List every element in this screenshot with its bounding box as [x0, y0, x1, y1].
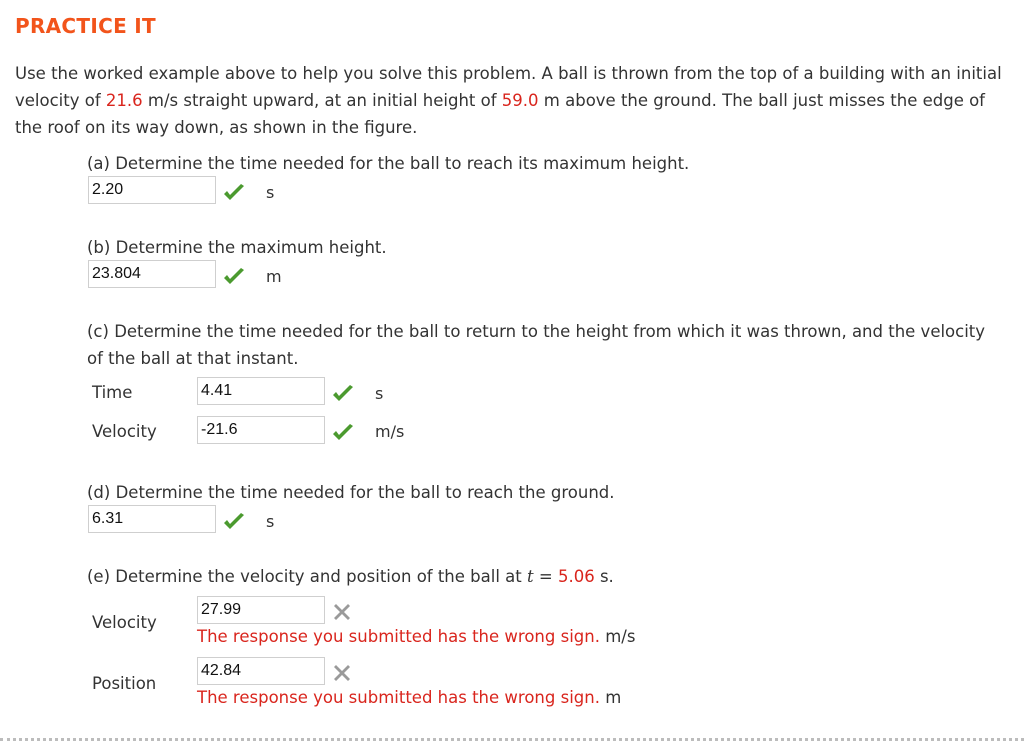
part-e-velocity-unit: m/s — [605, 627, 636, 646]
check-icon — [222, 267, 246, 287]
part-e-question-prefix: (e) Determine the velocity and position of the ball at — [87, 567, 527, 586]
part-e-position-unit: m — [605, 688, 622, 707]
part-a-question: (a) Determine the time needed for the ball to reach its maximum height. — [87, 154, 690, 173]
part-c-question: (c) Determine the time needed for the ball to return to the height from which it was thrown, and the velocity of the ball at that instant. — [87, 322, 986, 368]
wrong-sign-message: The response you submitted has the wrong sign. — [197, 627, 600, 646]
part-d-question: (d) Determine the time needed for the ball to reach the ground. — [87, 483, 615, 502]
intro-text-1: Use the worked example above to help you solve this problem. A ball is thrown from the top of a building with an initial velocity of — [15, 64, 1002, 110]
part-d-unit: s — [266, 512, 275, 531]
time-symbol: t — [527, 567, 534, 586]
check-icon — [222, 512, 246, 532]
check-icon — [331, 423, 355, 443]
wrong-sign-message: The response you submitted has the wrong sign. — [197, 688, 600, 707]
x-icon — [333, 603, 351, 621]
part-e-velocity-input[interactable] — [197, 596, 325, 624]
part-e-position-feedback — [197, 688, 621, 707]
x-icon — [333, 664, 351, 682]
part-c-time-input[interactable] — [197, 377, 325, 405]
problem-statement — [15, 60, 1005, 141]
part-b-question: (b) Determine the maximum height. — [87, 238, 387, 257]
part-d-answer-input[interactable] — [88, 505, 216, 533]
check-icon — [331, 384, 355, 404]
part-c-time-unit: s — [375, 384, 384, 403]
part-c-velocity-label: Velocity — [92, 422, 157, 441]
part-b-unit: m — [266, 267, 282, 286]
part-e-time-value: 5.06 — [557, 567, 595, 586]
part-e-question — [87, 563, 614, 590]
part-b-answer-input[interactable] — [88, 260, 216, 288]
equals-sign: = — [533, 567, 558, 586]
part-e-velocity-feedback — [197, 627, 635, 646]
check-icon — [222, 183, 246, 203]
part-e-position-input[interactable] — [197, 657, 325, 685]
part-e-position-label: Position — [92, 674, 157, 693]
part-e-question-suffix: s. — [594, 567, 614, 586]
part-a-unit: s — [266, 183, 275, 202]
intro-text-3: m above the ground. The ball just misses the edge of the roof on its way down, as shown in the figure. — [15, 91, 985, 137]
part-c-velocity-input[interactable] — [197, 416, 325, 444]
page-title: PRACTICE IT — [15, 14, 156, 38]
part-c-velocity-unit: m/s — [375, 422, 405, 441]
initial-velocity-value: 21.6 — [105, 91, 143, 110]
intro-text-2: m/s straight upward, at an initial height of — [142, 91, 502, 110]
part-a-answer-input[interactable] — [88, 176, 216, 204]
part-e-velocity-label: Velocity — [92, 613, 157, 632]
part-c-time-label: Time — [92, 383, 133, 402]
section-divider — [0, 738, 1024, 741]
initial-height-value: 59.0 — [501, 91, 539, 110]
